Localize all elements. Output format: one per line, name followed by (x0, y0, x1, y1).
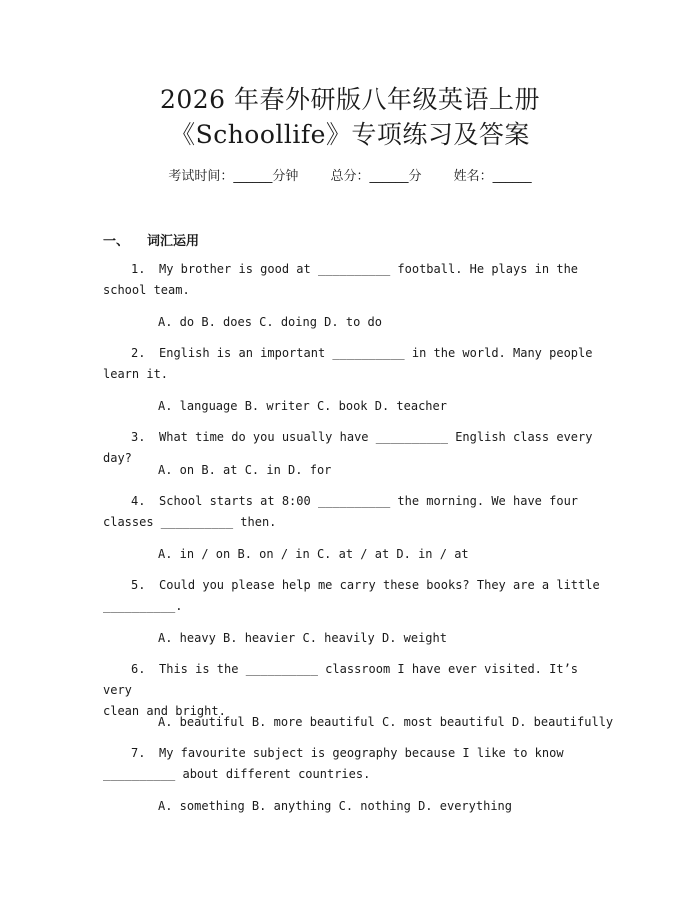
question-7 (103, 743, 603, 785)
question-5 (103, 575, 603, 617)
question-text-line1: English is an important __________ in the world. Many people (159, 346, 593, 360)
question-text-line2: classes __________ then. (103, 515, 277, 529)
question-5-options: A. heavy B. heavier C. heavily D. weight (158, 631, 447, 645)
question-7-options: A. something B. anything C. nothing D. everything (158, 799, 513, 813)
question-number: 5. (131, 578, 146, 592)
question-text-line2: __________. (103, 599, 183, 613)
question-number: 6. (131, 662, 146, 676)
question-text-line1: School starts at 8:00 __________ the morning. We have four (159, 494, 579, 508)
question-1 (103, 259, 603, 301)
question-text-line2: clean and bright. (103, 704, 226, 718)
question-6-options: A. beautiful B. more beautiful C. most beautiful D. beautifully (158, 715, 614, 729)
exam-info (0, 168, 700, 186)
question-text-line1: What time do you usually have __________ English class every day? (103, 430, 600, 465)
question-text-line2: learn it. (103, 367, 169, 381)
question-number: 2. (131, 346, 146, 360)
question-text-line1: Could you please help me carry these books? They are a little (159, 578, 600, 592)
question-3-options: A. on B. at C. in D. for (158, 463, 332, 477)
section-label: 词汇运用 (147, 234, 200, 249)
document-title-line1: 2026 年春外研版八年级英语上册 (159, 85, 541, 114)
question-number: 7. (131, 746, 146, 760)
question-1-options: A. do B. does C. doing D. to do (158, 315, 382, 329)
question-number: 4. (131, 494, 146, 508)
question-4 (103, 491, 603, 533)
student-name: 姓名：______ (453, 169, 532, 184)
question-number: 3. (131, 430, 146, 444)
question-text-line2: school team. (103, 283, 190, 297)
section-number: 一、 (103, 234, 130, 249)
question-4-options: A. in / on B. on / in C. at / at D. in / at (158, 547, 469, 561)
document-title-line2: 《Schoollife》专项练习及答案 (170, 120, 530, 149)
total-score: 总分：______分 (330, 169, 422, 184)
question-number: 1. (131, 262, 146, 276)
question-2 (103, 343, 603, 385)
exam-time: 考试时间：______分钟 (168, 169, 299, 184)
question-text-line2: __________ about different countries. (103, 767, 371, 781)
question-text-line1: My favourite subject is geography because I like to know (159, 746, 564, 760)
question-text-line1: My brother is good at __________ football. He plays in the (159, 262, 579, 276)
question-2-options: A. language B. writer C. book D. teacher (158, 399, 447, 413)
section-heading (103, 230, 199, 249)
question-text-line1: This is the __________ classroom I have ever visited. It’s very (103, 662, 586, 697)
